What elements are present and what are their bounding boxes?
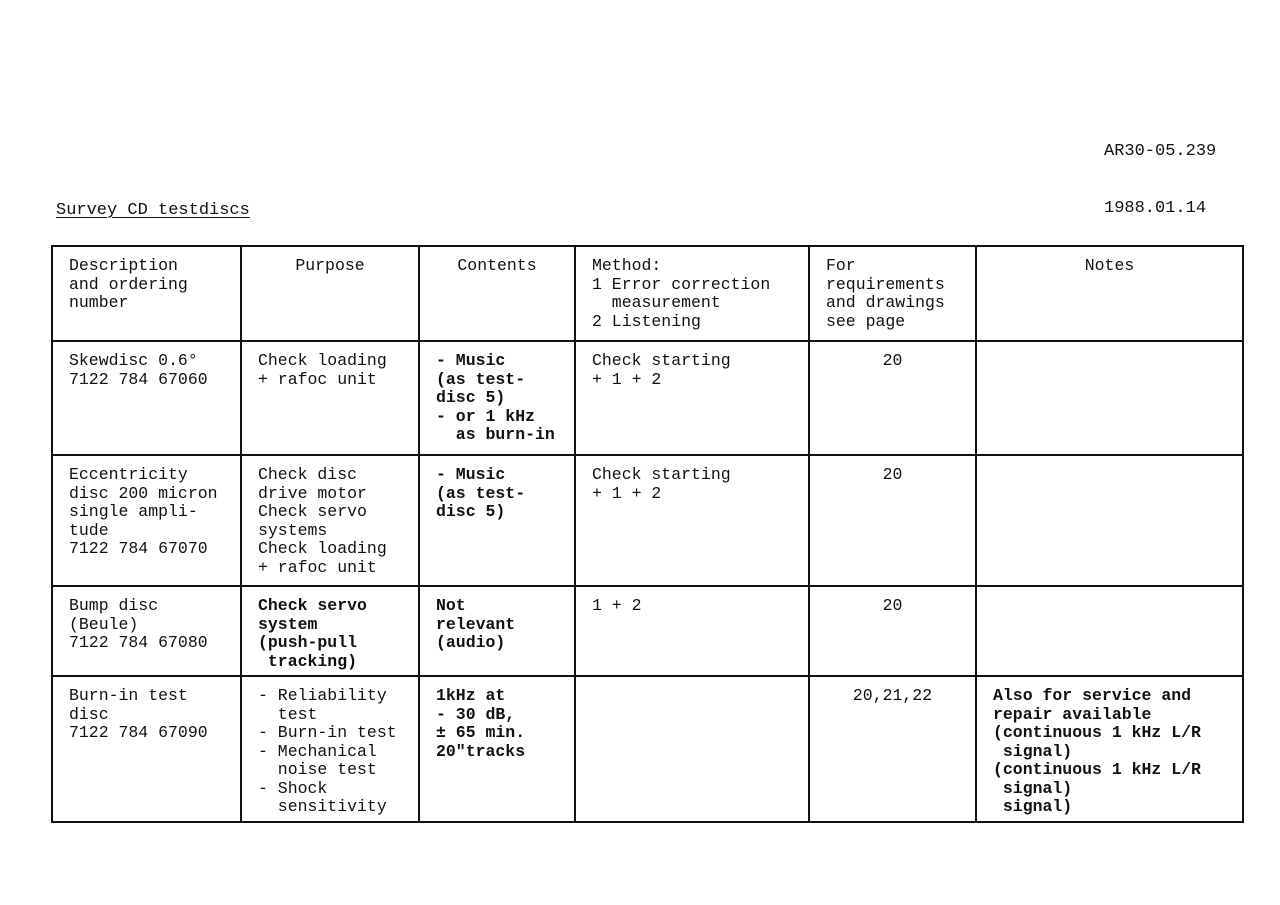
cell-contents: 1kHz at - 30 dB, ± 65 min. 20"tracks	[419, 676, 575, 822]
cell-method: Check starting + 1 + 2	[575, 455, 809, 586]
table-header-row	[52, 246, 1243, 341]
cell-notes	[976, 586, 1243, 676]
cell-notes	[976, 455, 1243, 586]
cell-contents: - Music (as test- disc 5) - or 1 kHz as burn-in	[419, 341, 575, 455]
header-description: Description and ordering number	[52, 246, 241, 341]
document-date: 1988.01.14	[1104, 199, 1207, 218]
header-purpose: Purpose	[241, 246, 419, 341]
cell-notes: Also for service and repair available (continuous 1 kHz L/R signal) (continuous 1 kHz L/R signal) signal)	[976, 676, 1243, 822]
cell-page: 20	[809, 455, 976, 586]
table-row	[52, 586, 1243, 676]
cell-method: Check starting + 1 + 2	[575, 341, 809, 455]
page-title: Survey CD testdiscs	[56, 201, 250, 220]
table-row	[52, 341, 1243, 455]
cell-page: 20,21,22	[809, 676, 976, 822]
cell-purpose: Check servo system (push-pull tracking)	[241, 586, 419, 676]
document-number: AR30-05.239	[1104, 142, 1217, 161]
header-contents: Contents	[419, 246, 575, 341]
table-row	[52, 676, 1243, 822]
cell-page: 20	[809, 341, 976, 455]
cell-purpose: Check loading + rafoc unit	[241, 341, 419, 455]
cell-description: Burn-in test disc 7122 784 67090	[52, 676, 241, 822]
cell-purpose: - Reliability test - Burn-in test - Mechanical noise test - Shock sensitivity	[241, 676, 419, 822]
document-reference	[1104, 104, 1216, 237]
testdisc-survey-table	[51, 245, 1244, 823]
cell-notes	[976, 341, 1243, 455]
table-row	[52, 455, 1243, 586]
cell-description: Bump disc (Beule) 7122 784 67080	[52, 586, 241, 676]
header-page: For requirements and drawings see page	[809, 246, 976, 341]
cell-description: Eccentricity disc 200 micron single ampli- tude 7122 784 67070	[52, 455, 241, 586]
cell-description: Skewdisc 0.6° 7122 784 67060	[52, 341, 241, 455]
cell-page: 20	[809, 586, 976, 676]
cell-purpose: Check disc drive motor Check servo systems Check loading + rafoc unit	[241, 455, 419, 586]
header-notes: Notes	[976, 246, 1243, 341]
cell-method: 1 + 2	[575, 586, 809, 676]
cell-contents: - Music (as test- disc 5)	[419, 455, 575, 586]
header-method: Method: 1 Error correction measurement 2 Listening	[575, 246, 809, 341]
cell-method	[575, 676, 809, 822]
cell-contents: Not relevant (audio)	[419, 586, 575, 676]
